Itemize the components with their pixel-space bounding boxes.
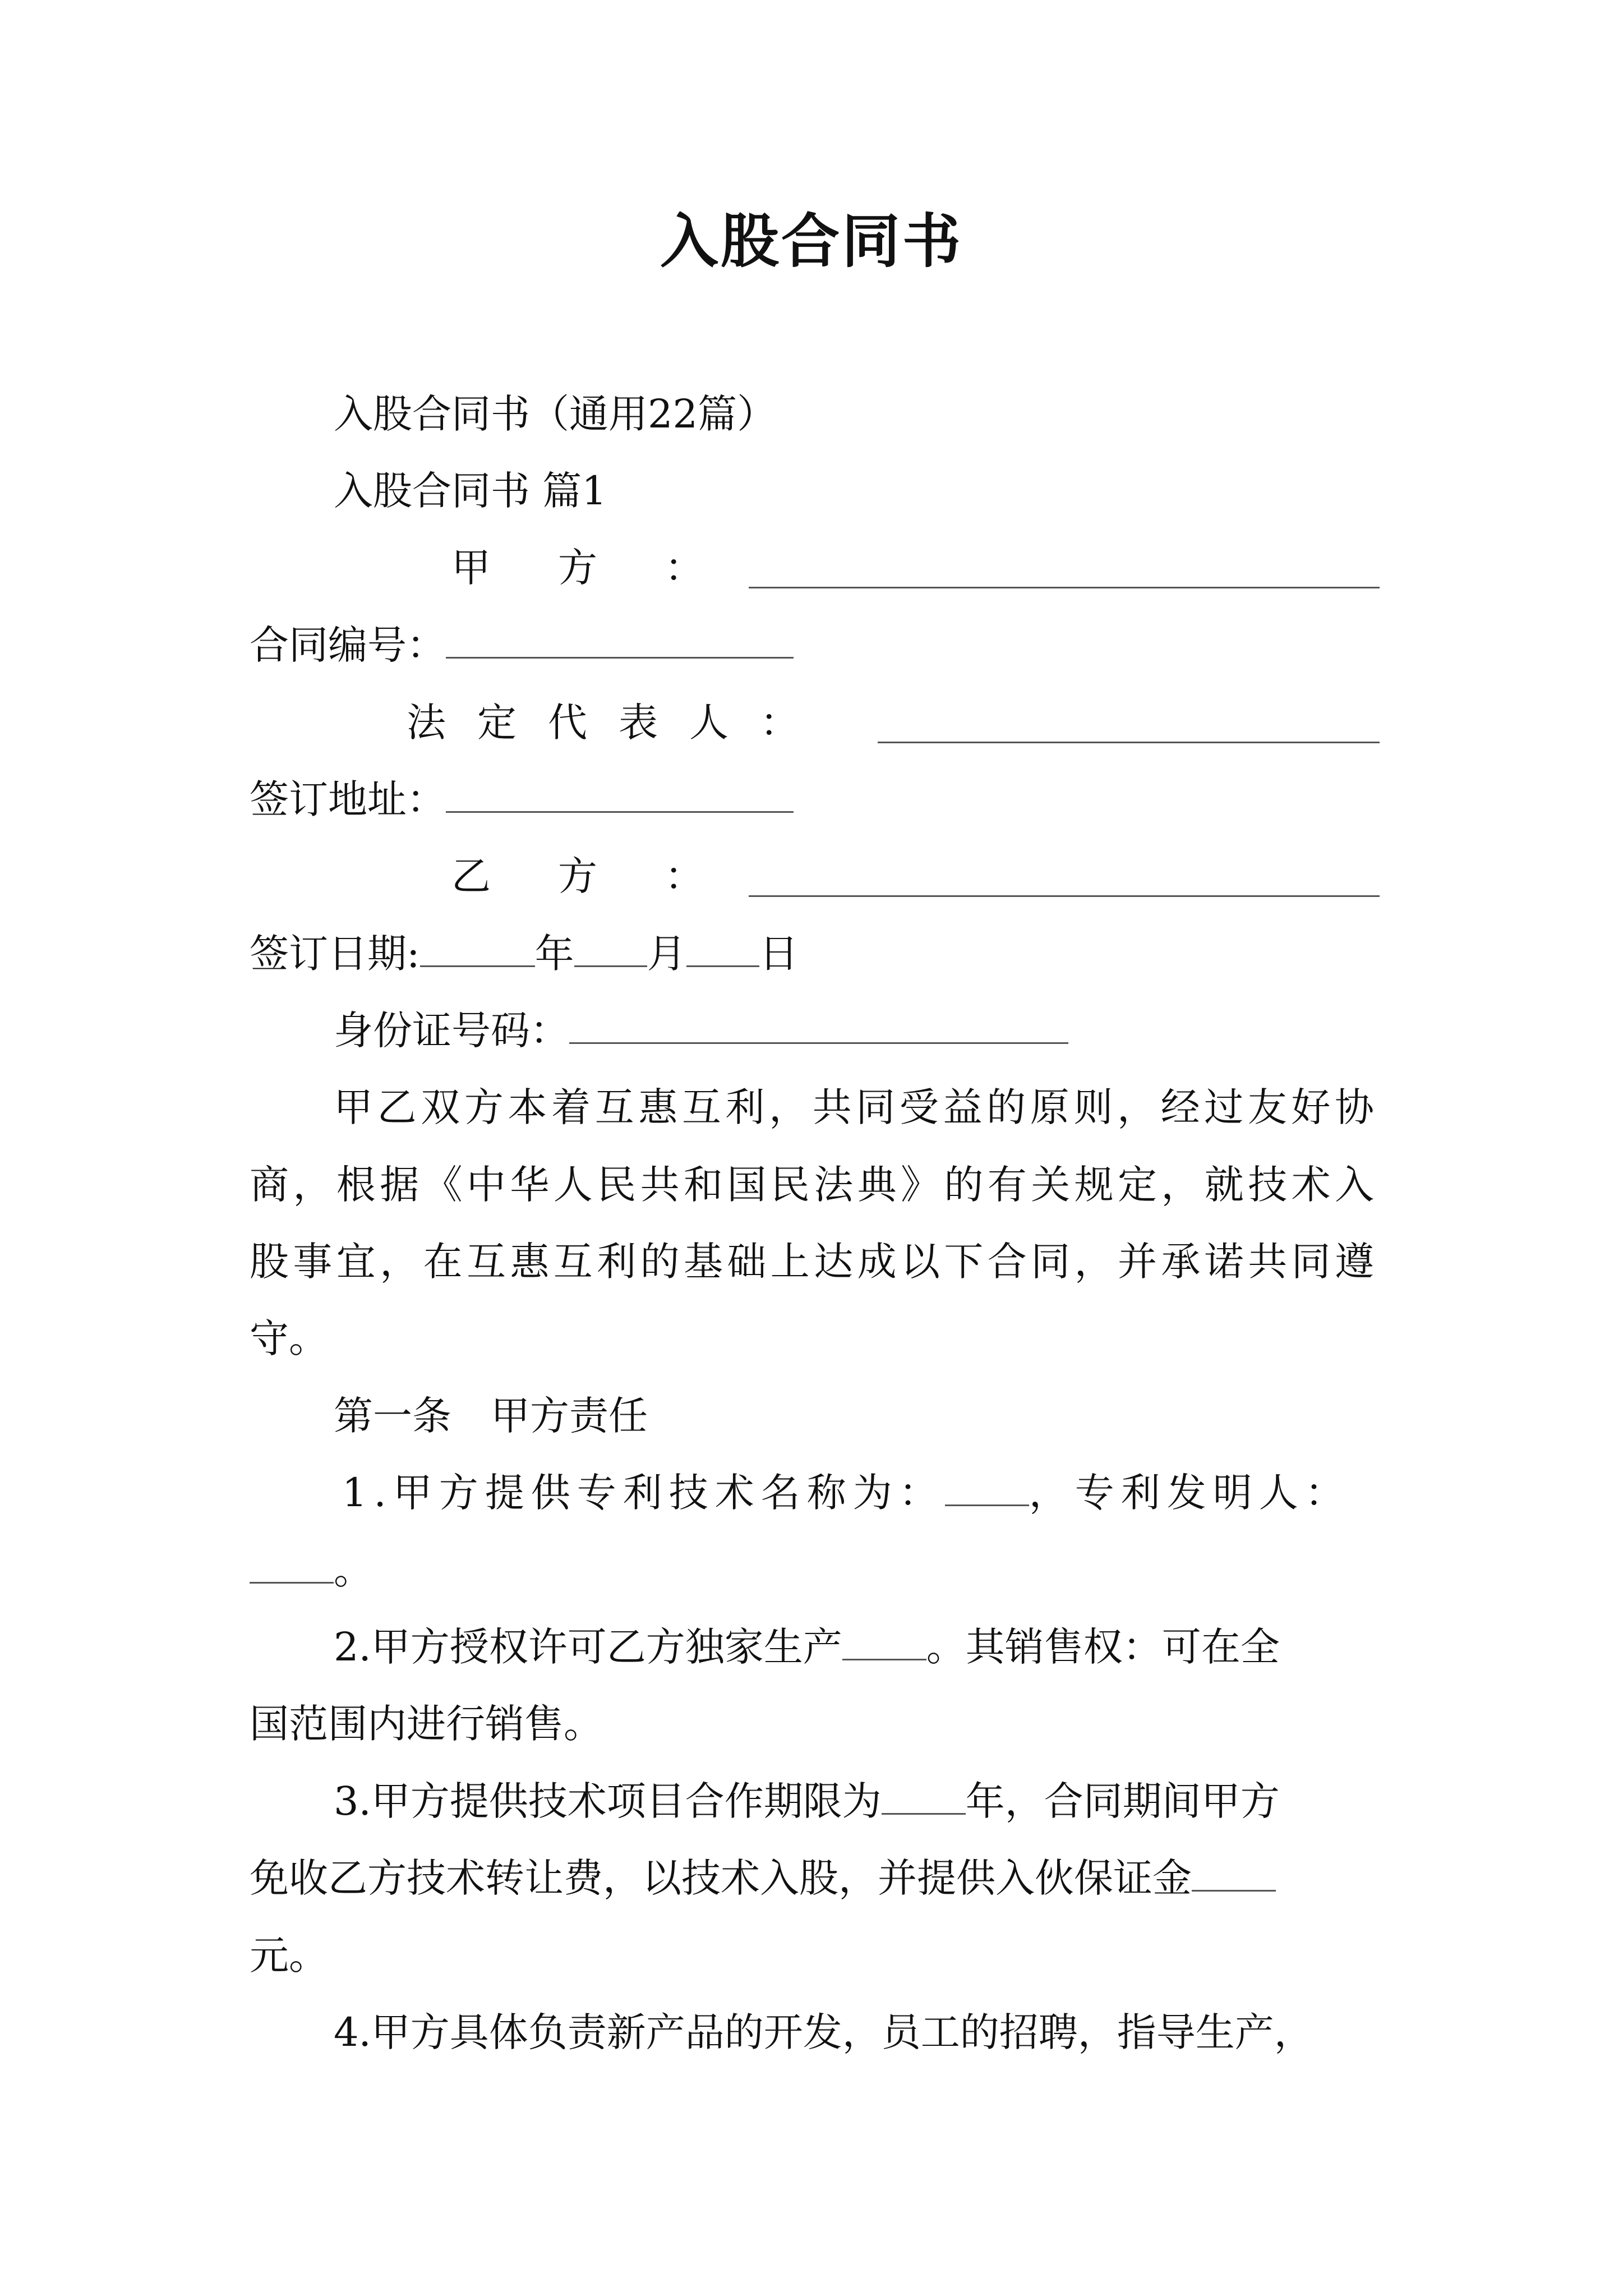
- item-1-end: 。: [334, 1547, 373, 1593]
- legal-rep-label-char: 表: [619, 700, 658, 746]
- contract-number-field: [250, 617, 794, 673]
- contract-number-blank[interactable]: [446, 620, 794, 659]
- signing-date-label: 签订日期:: [250, 931, 420, 977]
- legal-rep-label-char: 代: [548, 700, 587, 746]
- signing-date-month-blank[interactable]: [574, 928, 647, 967]
- signing-date-day-unit: 日: [759, 931, 799, 977]
- party-a-label-char: ：: [665, 545, 704, 591]
- intro-paragraph-line: 商，根据《中华人民共和国民法典》的有关规定，就技术入: [250, 1162, 1374, 1208]
- party-a-label-char: 甲: [451, 545, 491, 591]
- deposit-amount-blank[interactable]: [1192, 1853, 1276, 1892]
- signing-address-field: [250, 771, 794, 827]
- party-a-blank[interactable]: [749, 550, 1380, 588]
- intro-paragraph-line: 甲乙双方本着互惠互利，共同受益的原则，经过友好协: [334, 1084, 1374, 1130]
- signing-date-month-unit: 月: [647, 931, 686, 977]
- intro-paragraph-line: 股事宜，在互惠互利的基础上达成以下合同，并承诺共同遵: [250, 1239, 1374, 1285]
- item-2-text-b: 。其销售权：可在全: [926, 1624, 1280, 1670]
- legal-rep-label-char: 定: [477, 700, 517, 746]
- section-heading: 入股合同书 篇1: [334, 468, 607, 514]
- legal-representative-blank[interactable]: [878, 705, 1380, 743]
- patent-name-blank[interactable]: [945, 1467, 1029, 1506]
- party-b-label-char: ：: [665, 853, 704, 899]
- intro-paragraph-line: 守。: [250, 1315, 328, 1361]
- item-3-line-1: [334, 1773, 1280, 1829]
- signing-address-blank[interactable]: [446, 774, 794, 813]
- contract-number-label: 合同编号：: [250, 622, 446, 668]
- item-3-text-b: 年，合同期间甲方: [965, 1778, 1280, 1824]
- document-subtitle: 入股合同书（通用22篇）: [334, 391, 777, 437]
- party-b-label: [451, 848, 704, 904]
- item-2-line-1: [334, 1619, 1280, 1675]
- item-2-text-a: 2.甲方授权许可乙方独家生产: [334, 1624, 842, 1670]
- legal-rep-label-char: 法: [407, 700, 446, 746]
- signing-address-label: 签订地址：: [250, 776, 446, 822]
- party-b-label-char: 乙: [451, 853, 491, 899]
- document-title: 入股合同书: [660, 207, 963, 275]
- signing-date-day-blank[interactable]: [686, 928, 759, 967]
- party-b-label-char: 方: [558, 853, 597, 899]
- item-1-text-a: 1.甲方提供专利技术名称为：: [342, 1470, 945, 1516]
- id-number-field: [334, 1002, 1068, 1059]
- signing-date-year-unit: 年: [534, 931, 574, 977]
- item-3-text-a: 3.甲方提供技术项目合作期限为: [334, 1778, 882, 1824]
- party-b-blank[interactable]: [749, 858, 1380, 897]
- item-2-line-2: 国范围内进行销售。: [250, 1701, 603, 1747]
- item-4-line-1: 4.甲方具体负责新产品的开发，员工的招聘，指导生产，: [334, 2009, 1313, 2055]
- legal-representative-label: [407, 694, 799, 751]
- item-3-line-2: [250, 1850, 1276, 1906]
- item-1-text-b: ，专利发明人：: [1029, 1470, 1351, 1516]
- item-1-line-2: [250, 1542, 373, 1598]
- article-1-heading: 第一条 甲方责任: [334, 1393, 648, 1439]
- signing-date-field: [250, 926, 799, 982]
- party-a-label: [451, 540, 704, 596]
- item-1-line-1: [342, 1465, 1351, 1521]
- item-3-text-c: 免收乙方技术转让费，以技术入股，并提供入伙保证金: [250, 1855, 1192, 1901]
- item-3-line-3: 元。: [250, 1932, 328, 1978]
- legal-rep-label-char: 人: [689, 700, 728, 746]
- legal-rep-label-char: ：: [760, 700, 799, 746]
- id-number-blank[interactable]: [569, 1005, 1068, 1044]
- cooperation-years-blank[interactable]: [882, 1776, 966, 1815]
- party-a-label-char: 方: [558, 545, 597, 591]
- exclusive-product-blank[interactable]: [842, 1622, 926, 1660]
- id-number-label: 身份证号码：: [334, 1007, 569, 1053]
- signing-date-year-blank[interactable]: [420, 928, 535, 967]
- patent-inventor-blank[interactable]: [250, 1545, 334, 1584]
